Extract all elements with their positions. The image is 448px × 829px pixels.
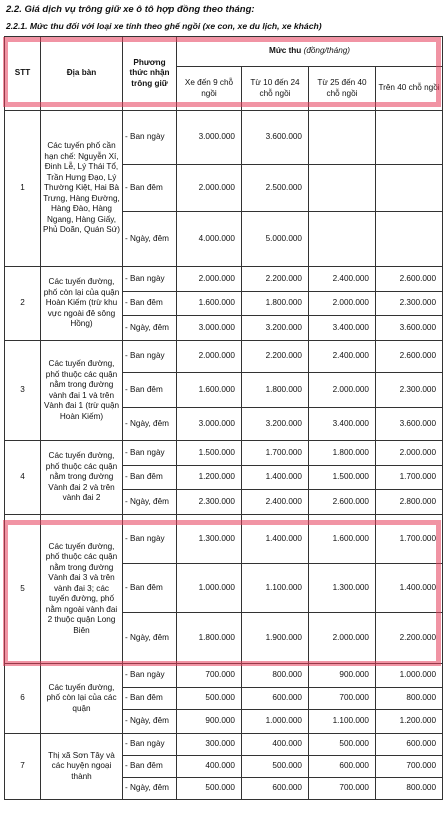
header-col-1: Xe đến 9 chỗ ngồi (177, 67, 242, 111)
rate-cell: 1.400.000 (376, 564, 443, 613)
rate-cell (376, 212, 443, 267)
rate-cell: 2.200.000 (242, 341, 309, 373)
rate-cell: 2.400.000 (242, 490, 309, 515)
header-col-2: Từ 10 đến 24 chỗ ngồi (242, 67, 309, 111)
rate-cell: 2.300.000 (376, 292, 443, 316)
rate-cell: 1.000.000 (376, 664, 443, 688)
rate-cell: 1.100.000 (309, 710, 376, 734)
rate-cell: 600.000 (376, 734, 443, 756)
method-cell: - Ban đêm (123, 292, 177, 316)
rate-cell: 1.800.000 (242, 292, 309, 316)
rate-cell: 4.000.000 (177, 212, 242, 267)
rate-cell: 3.600.000 (376, 408, 443, 441)
rate-cell: 1.100.000 (242, 564, 309, 613)
rate-cell: 3.000.000 (177, 408, 242, 441)
rate-cell: 2.300.000 (177, 490, 242, 515)
rate-cell (309, 212, 376, 267)
header-col-4: Trên 40 chỗ ngồi (376, 67, 443, 111)
rate-cell: 2.500.000 (242, 165, 309, 212)
stt-cell: 4 (5, 441, 41, 515)
rate-cell: 2.200.000 (376, 613, 443, 664)
subsection-heading: 2.2.1. Mức thu đối với loại xe tính theo ghế ngồi (xe con, xe du lịch, xe khách) (6, 21, 322, 31)
table-row (5, 267, 443, 292)
method-cell: - Ban ngày (123, 441, 177, 466)
rate-cell: 700.000 (309, 688, 376, 710)
stt-cell: 2 (5, 267, 41, 341)
rate-cell (309, 111, 376, 165)
method-cell: - Ngày, đêm (123, 710, 177, 734)
rate-cell: 3.600.000 (242, 111, 309, 165)
rate-cell: 2.600.000 (376, 267, 443, 292)
method-cell: - Ban đêm (123, 756, 177, 778)
rate-cell: 3.000.000 (177, 316, 242, 341)
rate-cell: 2.000.000 (177, 341, 242, 373)
header-method: Phương thức nhận trông giữ (123, 37, 177, 111)
rate-cell: 1.600.000 (177, 292, 242, 316)
rate-cell: 2.600.000 (376, 341, 443, 373)
rate-cell: 3.400.000 (309, 316, 376, 341)
section-heading: 2.2. Giá dịch vụ trông giữ xe ô tô hợp đồng theo tháng: (6, 4, 255, 15)
stt-cell: 1 (5, 111, 41, 267)
rate-cell: 2.000.000 (177, 165, 242, 212)
rate-cell: 1.300.000 (309, 564, 376, 613)
rate-cell: 700.000 (309, 778, 376, 800)
rate-cell: 2.800.000 (376, 490, 443, 515)
method-cell: - Ngày, đêm (123, 316, 177, 341)
rate-cell: 700.000 (376, 756, 443, 778)
method-cell: - Ngày, đêm (123, 408, 177, 441)
rate-cell: 1.400.000 (242, 515, 309, 564)
rate-cell: 800.000 (376, 778, 443, 800)
method-cell: - Ngày, đêm (123, 212, 177, 267)
rate-cell: 900.000 (309, 664, 376, 688)
method-cell: - Ban ngày (123, 664, 177, 688)
rate-cell (376, 165, 443, 212)
area-cell: Các tuyến đường, phố còn lại của quận Hoàn Kiếm (trừ khu vực ngoài đê sông Hồng) (41, 267, 123, 341)
method-cell: - Ban đêm (123, 466, 177, 490)
rate-cell: 2.000.000 (309, 373, 376, 408)
header-area: Địa bàn (41, 37, 123, 111)
header-rate: Mức thu (đồng/tháng) (177, 37, 443, 67)
rate-cell: 800.000 (376, 688, 443, 710)
area-cell: Các tuyến đường, phố thuộc các quận nằm trong đường Vành đai 3 và trên vành đai 3; các tuyến đường, phố nằm ngoài vành đai 2 thuộc quận Long Biên (41, 515, 123, 664)
method-cell: - Ban đêm (123, 688, 177, 710)
rate-cell: 1.800.000 (177, 613, 242, 664)
header-col-3: Từ 25 đến 40 chỗ ngồi (309, 67, 376, 111)
area-cell: Thị xã Sơn Tây và các huyện ngoại thành (41, 734, 123, 800)
rate-cell: 1.300.000 (177, 515, 242, 564)
method-cell: - Ngày, đêm (123, 613, 177, 664)
rate-cell: 600.000 (242, 778, 309, 800)
rate-cell: 2.000.000 (309, 292, 376, 316)
area-cell: Các tuyến phố cần hạn chế: Nguyễn Xí, Đinh Lễ, Lý Thái Tổ, Trần Hưng Đạo, Lý Thường Kiệt, Hai Bà Trưng, Hàng Đường, Hàng Đào, Hàng Ngang, Hàng Giấy, Phủ Doãn, Quán Sứ) (41, 111, 123, 267)
rate-cell: 1.800.000 (242, 373, 309, 408)
header-stt: STT (5, 37, 41, 111)
table-row (5, 734, 443, 756)
rate-cell: 400.000 (242, 734, 309, 756)
rate-cell: 1.800.000 (309, 441, 376, 466)
rate-cell: 3.200.000 (242, 408, 309, 441)
table-row (5, 441, 443, 466)
rate-cell: 3.200.000 (242, 316, 309, 341)
rate-cell: 3.600.000 (376, 316, 443, 341)
rate-cell: 1.600.000 (177, 373, 242, 408)
fee-table (4, 36, 443, 800)
rate-cell: 400.000 (177, 756, 242, 778)
table-row (5, 111, 443, 165)
method-cell: - Ban ngày (123, 515, 177, 564)
rate-cell: 1.000.000 (242, 710, 309, 734)
rate-cell: 3.000.000 (177, 111, 242, 165)
rate-cell (309, 165, 376, 212)
stt-cell: 5 (5, 515, 41, 664)
rate-cell: 1.200.000 (177, 466, 242, 490)
rate-cell: 2.400.000 (309, 341, 376, 373)
method-cell: - Ban đêm (123, 165, 177, 212)
method-cell: - Ban ngày (123, 111, 177, 165)
method-cell: - Ngày, đêm (123, 778, 177, 800)
rate-cell: 1.200.000 (376, 710, 443, 734)
rate-cell: 500.000 (177, 778, 242, 800)
rate-cell: 1.700.000 (242, 441, 309, 466)
rate-cell: 2.000.000 (376, 441, 443, 466)
rate-cell: 2.200.000 (242, 267, 309, 292)
rate-cell: 1.700.000 (376, 515, 443, 564)
table-row (5, 515, 443, 564)
method-cell: - Ban ngày (123, 734, 177, 756)
table-body (5, 111, 443, 800)
rate-cell: 2.300.000 (376, 373, 443, 408)
method-cell: - Ban ngày (123, 267, 177, 292)
rate-cell: 2.000.000 (309, 613, 376, 664)
rate-cell: 500.000 (242, 756, 309, 778)
rate-cell: 500.000 (309, 734, 376, 756)
stt-cell: 3 (5, 341, 41, 441)
method-cell: - Ban đêm (123, 564, 177, 613)
stt-cell: 6 (5, 664, 41, 734)
method-cell: - Ngày, đêm (123, 490, 177, 515)
rate-cell (376, 111, 443, 165)
rate-cell: 1.400.000 (242, 466, 309, 490)
rate-cell: 600.000 (242, 688, 309, 710)
rate-cell: 3.400.000 (309, 408, 376, 441)
rate-cell: 5.000.000 (242, 212, 309, 267)
rate-cell: 2.600.000 (309, 490, 376, 515)
rate-cell: 1.700.000 (376, 466, 443, 490)
rate-cell: 1.000.000 (177, 564, 242, 613)
area-cell: Các tuyến đường, phố thuộc các quận nằm trong đường vành đai 1 và trên Vành đai 1 (trừ quận Hoàn Kiếm) (41, 341, 123, 441)
table-row (5, 341, 443, 373)
rate-cell: 1.900.000 (242, 613, 309, 664)
rate-cell: 500.000 (177, 688, 242, 710)
table-row (5, 664, 443, 688)
rate-cell: 1.500.000 (177, 441, 242, 466)
method-cell: - Ban đêm (123, 373, 177, 408)
rate-cell: 300.000 (177, 734, 242, 756)
rate-cell: 2.400.000 (309, 267, 376, 292)
area-cell: Các tuyến đường, phố còn lại của các quận (41, 664, 123, 734)
rate-cell: 600.000 (309, 756, 376, 778)
rate-cell: 1.600.000 (309, 515, 376, 564)
rate-cell: 2.000.000 (177, 267, 242, 292)
rate-cell: 800.000 (242, 664, 309, 688)
rate-cell: 700.000 (177, 664, 242, 688)
rate-cell: 1.500.000 (309, 466, 376, 490)
area-cell: Các tuyến đường, phố thuộc các quận nằm trong đường Vành đai 2 và trên vành đai 2 (41, 441, 123, 515)
method-cell: - Ban ngày (123, 341, 177, 373)
rate-cell: 900.000 (177, 710, 242, 734)
stt-cell: 7 (5, 734, 41, 800)
